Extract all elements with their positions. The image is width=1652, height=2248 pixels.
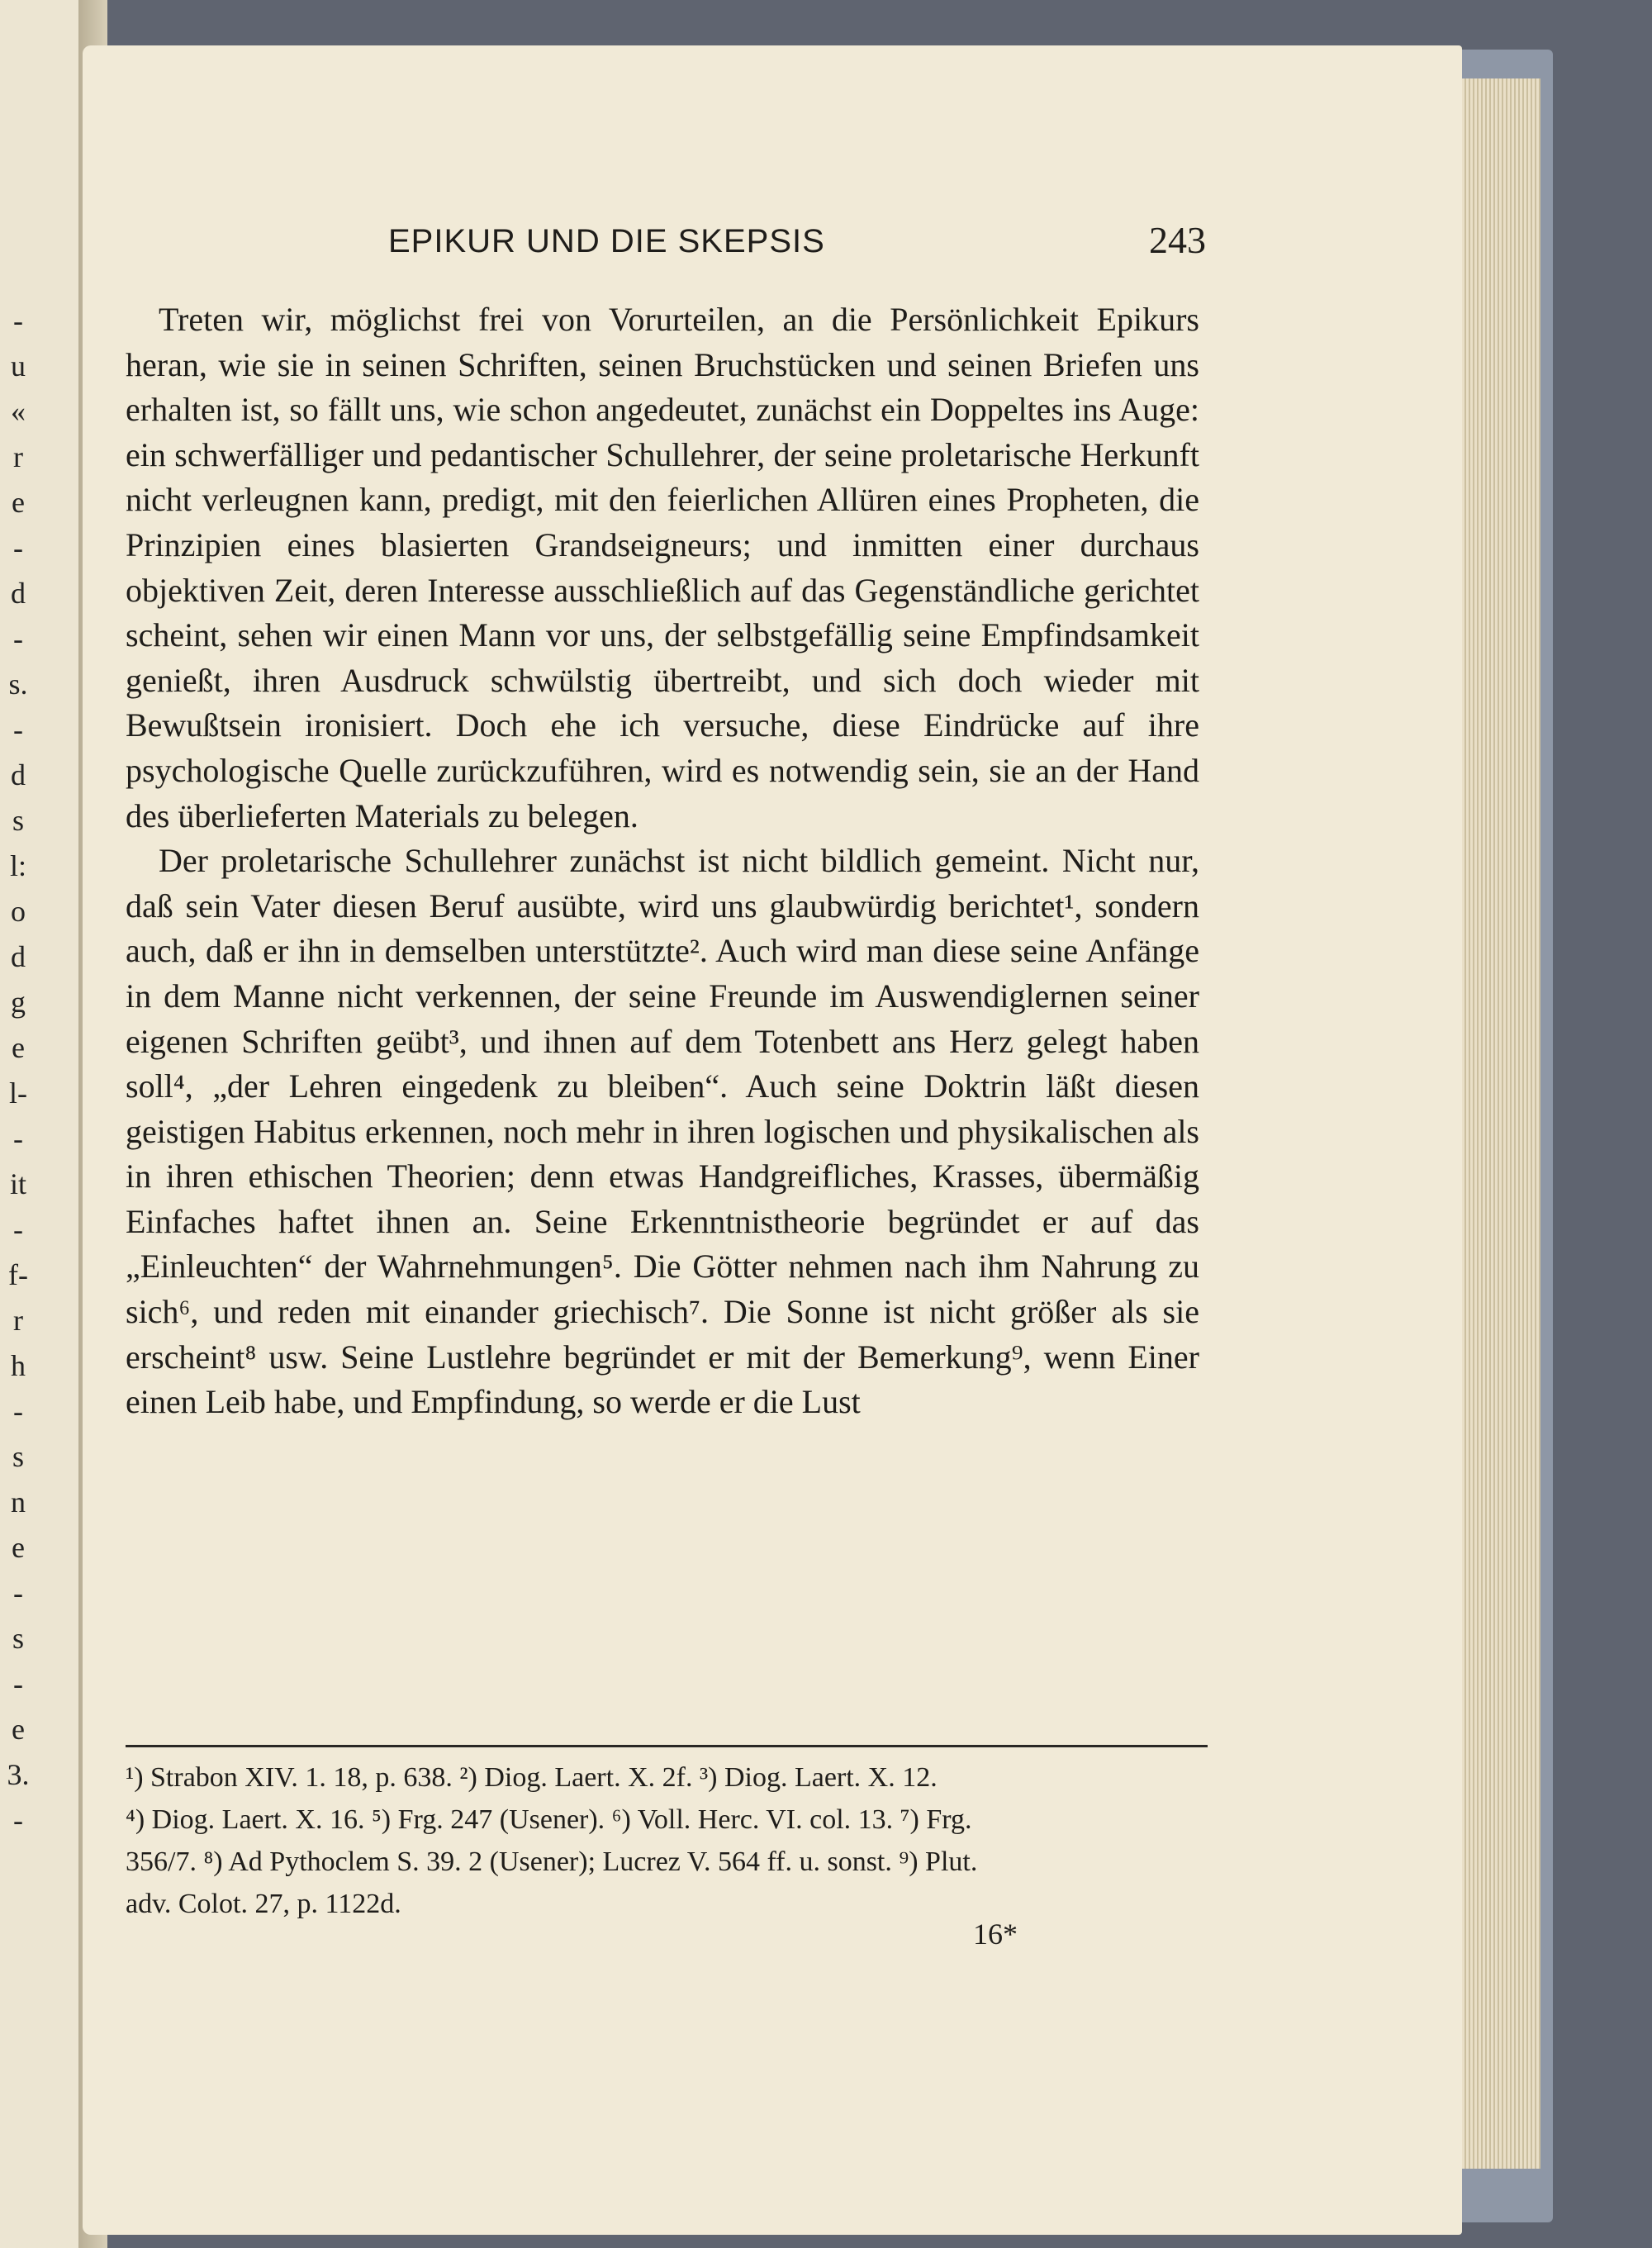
- previous-page-letter: l:: [9, 849, 26, 882]
- previous-page-letter: d: [11, 758, 26, 791]
- footnote-divider: [126, 1745, 1208, 1747]
- footnote-line-1: ¹) Strabon XIV. 1. 18, p. 638. ²) Diog. Laert. X. 2f. ³) Diog. Laert. X. 12.: [126, 1762, 938, 1793]
- previous-page-letter: «: [11, 395, 26, 428]
- previous-page-letter: s: [12, 1622, 24, 1655]
- page-block-edges: [1462, 78, 1540, 2169]
- previous-page-letter: -: [13, 713, 23, 746]
- previous-page-letter: r: [13, 440, 23, 473]
- footnotes: [126, 1756, 1208, 1925]
- previous-page-letter: d: [11, 940, 26, 973]
- footnote-line-4: adv. Colot. 27, p. 1122d.: [126, 1889, 401, 1919]
- previous-page-letter: e: [12, 1531, 25, 1564]
- previous-page-letter: e: [12, 1031, 25, 1064]
- previous-page-fragment: [0, 0, 78, 2248]
- previous-page-letter: n: [11, 1485, 26, 1518]
- previous-page-letter: -: [13, 531, 23, 564]
- previous-page-letter: d: [11, 577, 26, 610]
- previous-page-letter: h: [11, 1349, 26, 1382]
- previous-page-letter: -: [13, 304, 23, 337]
- previous-page-letter: -: [13, 622, 23, 655]
- previous-page-letter: e: [12, 486, 25, 519]
- previous-page-letter: -: [13, 1667, 23, 1700]
- previous-page-letter: o: [11, 895, 26, 928]
- footnote-line-3: 356/7. ⁸) Ad Pythoclem S. 39. 2 (Usener); Lucrez V. 564 ff. u. sonst. ⁹) Plut.: [126, 1846, 978, 1877]
- previous-page-letter: s: [12, 1440, 24, 1473]
- previous-page-letter: -: [13, 1213, 23, 1246]
- previous-page-letter: -: [13, 1804, 23, 1837]
- main-text: [126, 297, 1199, 1425]
- page-number: 243: [1149, 219, 1206, 261]
- signature-mark: 16*: [973, 1918, 1018, 1951]
- paragraph-1: Treten wir, möglichst frei von Vorurteilen, an die Persönlichkeit Epikurs heran, wie sie in seinen Schriften, seinen Bruchstücken und seinen Briefen uns erhalten ist, so fällt uns, wie schon angedeutet, zunächst ein Doppeltes ins Auge: ein schwerfälliger und pedantischer Schullehrer, der seine proletarische Herkunft nicht verleugnen kann, predigt, mit den feierlichen Allüren eines Propheten, die Prinzipien eines blasierten Grandseigneurs; und inmitten einer durchaus objektiven Zeit, deren Interesse ausschließlich auf das Gegenständliche gerichtet scheint, sehen wir einen Mann vor uns, der selbstgefällig seine Empfindsamkeit genießt, ihren Ausdruck schwülstig übertreibt, und sich doch wieder mit Bewußtsein ironisiert. Doch ehe ich versuche, diese Eindrücke auf ihre psychologische Quelle zurückzuführen, wird es notwendig sein, sie an der Hand des überlieferten Materials zu belegen.: [126, 301, 1199, 834]
- previous-page-letter: -: [13, 1395, 23, 1428]
- previous-page-letter: r: [13, 1304, 23, 1337]
- footnote-line-2: ⁴) Diog. Laert. X. 16. ⁵) Frg. 247 (Usener). ⁶) Voll. Herc. VI. col. 13. ⁷) Frg.: [126, 1804, 972, 1835]
- previous-page-letter: s.: [8, 668, 28, 701]
- previous-page-letter: -: [13, 1576, 23, 1609]
- previous-page-letter: 3.: [7, 1758, 30, 1791]
- previous-page-letter: -: [13, 1122, 23, 1155]
- page-header: [388, 219, 1206, 273]
- previous-page-letter: u: [11, 349, 26, 383]
- paragraph-2: Der proletarische Schullehrer zunächst ist nicht bildlich gemeint. Nicht nur, daß sein Vater diesen Beruf ausübte, wird uns glaubwürdig berichtet¹, sondern auch, daß er ihn in demselben unterstützte². Auch wird man diese seine Anfänge in dem Manne nicht verkennen, der seine Freunde im Auswendiglernen seiner eigenen Schriften geübt³, und ihnen auf dem Totenbett ans Herz gelegt haben soll⁴, „der Lehren eingedenk zu bleiben“. Auch seine Doktrin läßt diesen geistigen Habitus erkennen, noch mehr in ihren logischen und physikalischen als in ihren ethischen Theorien; denn etwas Handgreifliches, Krasses, übermäßig Einfaches haftet ihnen an. Seine Erkenntnistheorie begründet er auf das „Einleuchten“ der Wahrnehmungen⁵. Die Götter nehmen nach ihm Nahrung zu sich⁶, und reden mit einander griechisch⁷. Die Sonne ist nicht größer als sie erscheint⁸ usw. Seine Lustlehre begründet er mit der Bemerkung⁹, wenn Einer einen Leib habe, und Empfindung, so werde er die Lust: [126, 842, 1199, 1421]
- previous-page-letter: f-: [8, 1258, 28, 1291]
- previous-page-letter: e: [12, 1713, 25, 1746]
- previous-page-letter: it: [9, 1167, 26, 1200]
- running-title: EPIKUR UND DIE SKEPSIS: [388, 223, 825, 259]
- previous-page-letter: s: [12, 804, 24, 837]
- previous-page-letter: l-: [9, 1076, 27, 1110]
- previous-page-letter: g: [11, 986, 26, 1019]
